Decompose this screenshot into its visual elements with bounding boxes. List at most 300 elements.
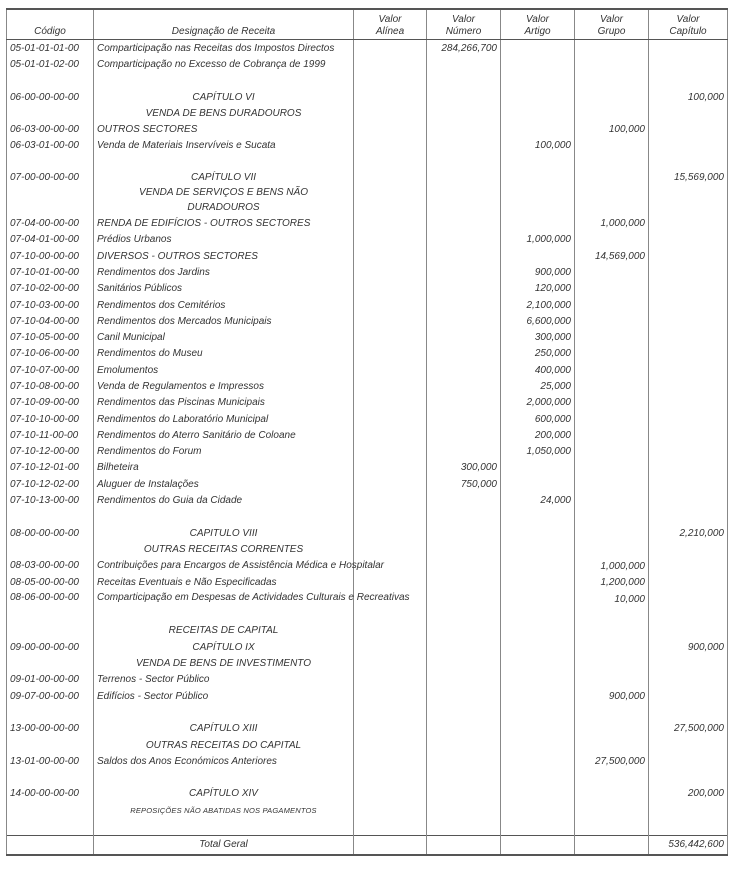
description-cell: Rendimentos dos Cemitérios <box>94 297 354 313</box>
description-cell: Aluguer de Instalações <box>94 476 354 492</box>
value-grupo-cell: 27,500,000 <box>575 753 649 769</box>
header-codigo: Código <box>7 9 94 40</box>
value-numero-cell <box>427 590 501 606</box>
description-cell: VENDA DE BENS DURADOUROS <box>94 105 354 121</box>
chapter-row <box>7 721 728 737</box>
value-grupo-cell <box>575 313 649 329</box>
value-grupo-cell: 100,000 <box>575 121 649 137</box>
value-grupo-cell <box>575 40 649 57</box>
value-artigo-cell <box>501 558 575 574</box>
total-row <box>7 835 728 855</box>
value-numero-cell <box>427 737 501 753</box>
value-alinea-cell <box>354 313 427 329</box>
value-numero-cell <box>427 607 501 623</box>
table-row <box>7 281 728 297</box>
value-grupo-cell <box>575 170 649 215</box>
code-cell <box>7 73 94 89</box>
value-numero-cell <box>427 672 501 688</box>
value-capitulo-cell: 27,500,000 <box>649 721 728 737</box>
description-cell: Prédios Urbanos <box>94 232 354 248</box>
table-row <box>7 590 728 606</box>
description-cell: VENDA DE BENS DE INVESTIMENTO <box>94 655 354 671</box>
value-grupo-cell <box>575 769 649 785</box>
value-alinea-cell <box>354 444 427 460</box>
value-numero-cell <box>427 362 501 378</box>
value-grupo-cell <box>575 525 649 541</box>
value-artigo-cell <box>501 121 575 137</box>
value-grupo-cell <box>575 541 649 557</box>
value-alinea-cell <box>354 297 427 313</box>
table-row <box>7 558 728 574</box>
description-cell: OUTROS SECTORES <box>94 121 354 137</box>
value-artigo-cell <box>501 769 575 785</box>
value-alinea-cell <box>354 170 427 215</box>
value-capitulo-cell <box>649 509 728 525</box>
description-cell: Terrenos - Sector Público <box>94 672 354 688</box>
value-artigo-cell <box>501 525 575 541</box>
description-cell: CAPÍTULO VI <box>94 89 354 105</box>
description-cell <box>94 154 354 170</box>
code-cell: 07-10-12-00-00 <box>7 444 94 460</box>
value-numero-cell <box>427 378 501 394</box>
description-cell: CAPÍTULO XIV <box>94 786 354 802</box>
value-artigo-cell <box>501 170 575 215</box>
value-capitulo-cell <box>649 73 728 89</box>
value-artigo-cell: 600,000 <box>501 411 575 427</box>
value-grupo-cell <box>575 672 649 688</box>
value-artigo-cell <box>501 786 575 802</box>
value-alinea-cell <box>354 395 427 411</box>
total-label: Total Geral <box>94 835 354 855</box>
value-capitulo-cell <box>649 138 728 154</box>
code-cell: 08-06-00-00-00 <box>7 590 94 606</box>
value-grupo-cell <box>575 138 649 154</box>
description-cell: CAPITULO VIII <box>94 525 354 541</box>
value-grupo-cell: 1,000,000 <box>575 215 649 231</box>
value-numero-cell <box>427 297 501 313</box>
value-capitulo-cell <box>649 802 728 818</box>
value-artigo-cell <box>501 574 575 590</box>
value-alinea-cell <box>354 818 427 835</box>
code-cell <box>7 154 94 170</box>
value-capitulo-cell <box>649 590 728 606</box>
value-grupo-cell <box>575 362 649 378</box>
code-cell: 09-01-00-00-00 <box>7 672 94 688</box>
description-cell: CAPÍTULO VII VENDA DE SERVIÇOS E BENS NÃO DURADOUROS <box>94 170 354 215</box>
value-alinea-cell <box>354 121 427 137</box>
value-alinea-cell <box>354 264 427 280</box>
value-artigo-cell <box>501 89 575 105</box>
value-grupo-cell <box>575 655 649 671</box>
value-artigo-cell <box>501 737 575 753</box>
table-row <box>7 40 728 57</box>
value-grupo-cell <box>575 737 649 753</box>
code-cell: 06-03-01-00-00 <box>7 138 94 154</box>
code-cell: 07-04-00-00-00 <box>7 215 94 231</box>
value-alinea-cell <box>354 688 427 704</box>
value-alinea-cell <box>354 721 427 737</box>
value-capitulo-cell <box>649 297 728 313</box>
value-capitulo-cell <box>649 541 728 557</box>
code-cell <box>7 509 94 525</box>
code-cell <box>7 655 94 671</box>
value-grupo-cell <box>575 329 649 345</box>
value-capitulo-cell: 100,000 <box>649 89 728 105</box>
code-cell <box>7 541 94 557</box>
table-row <box>7 264 728 280</box>
value-grupo-cell <box>575 607 649 623</box>
value-alinea-cell <box>354 492 427 508</box>
value-alinea-cell <box>354 574 427 590</box>
value-grupo-cell <box>575 704 649 720</box>
value-artigo-cell: 900,000 <box>501 264 575 280</box>
value-capitulo-cell <box>649 215 728 231</box>
table-row <box>7 444 728 460</box>
value-capitulo-cell: 900,000 <box>649 639 728 655</box>
value-numero-cell <box>427 56 501 72</box>
table-row <box>7 492 728 508</box>
spacer-row <box>7 704 728 720</box>
value-capitulo-cell: 15,569,000 <box>649 170 728 215</box>
value-artigo-cell <box>501 802 575 818</box>
value-numero-cell <box>427 704 501 720</box>
value-grupo-cell <box>575 411 649 427</box>
description-cell <box>94 509 354 525</box>
table-row <box>7 427 728 443</box>
value-grupo-cell: 1,200,000 <box>575 574 649 590</box>
value-capitulo-cell <box>649 248 728 264</box>
value-numero-cell <box>427 558 501 574</box>
value-capitulo-cell <box>649 704 728 720</box>
value-alinea-cell <box>354 607 427 623</box>
value-artigo-cell <box>501 541 575 557</box>
code-cell <box>7 105 94 121</box>
value-artigo-cell: 2,100,000 <box>501 297 575 313</box>
value-capitulo-cell <box>649 362 728 378</box>
code-cell: 07-00-00-00-00 <box>7 170 94 215</box>
value-numero-cell <box>427 215 501 231</box>
code-cell: 14-00-00-00-00 <box>7 786 94 802</box>
description-cell: RENDA DE EDIFÍCIOS - OUTROS SECTORES <box>94 215 354 231</box>
header-designacao: Designação de Receita <box>94 9 354 40</box>
code-cell: 07-10-13-00-00 <box>7 492 94 508</box>
value-numero-cell <box>427 818 501 835</box>
value-capitulo-cell <box>649 769 728 785</box>
code-cell <box>7 737 94 753</box>
value-alinea-cell <box>354 476 427 492</box>
table-row <box>7 248 728 264</box>
value-artigo-cell <box>501 248 575 264</box>
value-numero-cell <box>427 329 501 345</box>
description-cell: Rendimentos dos Mercados Municipais <box>94 313 354 329</box>
value-alinea-cell <box>354 362 427 378</box>
value-capitulo-cell <box>649 329 728 345</box>
value-capitulo-cell <box>649 558 728 574</box>
code-cell: 09-00-00-00-00 <box>7 639 94 655</box>
value-artigo-cell <box>501 753 575 769</box>
code-cell: 07-10-08-00-00 <box>7 378 94 394</box>
value-alinea-cell <box>354 704 427 720</box>
table-row <box>7 215 728 231</box>
value-capitulo-cell <box>649 574 728 590</box>
description-cell: OUTRAS RECEITAS CORRENTES <box>94 541 354 557</box>
code-cell: 07-10-01-00-00 <box>7 264 94 280</box>
code-cell: 05-01-01-02-00 <box>7 56 94 72</box>
value-numero-cell <box>427 281 501 297</box>
value-numero-cell: 284,266,700 <box>427 40 501 57</box>
header-capitulo: Valor Capítulo <box>649 9 728 40</box>
value-alinea-cell <box>354 329 427 345</box>
description-cell: Venda de Regulamentos e Impressos <box>94 378 354 394</box>
table-row <box>7 297 728 313</box>
value-numero-cell <box>427 525 501 541</box>
value-artigo-cell: 24,000 <box>501 492 575 508</box>
value-artigo-cell <box>501 655 575 671</box>
description-cell: Bilheteira <box>94 460 354 476</box>
table-row <box>7 378 728 394</box>
value-capitulo-cell: 200,000 <box>649 786 728 802</box>
description-cell: CAPÍTULO XIII <box>94 721 354 737</box>
chapter-row <box>7 737 728 753</box>
value-alinea-cell <box>354 411 427 427</box>
code-cell: 05-01-01-01-00 <box>7 40 94 57</box>
code-cell: 07-10-03-00-00 <box>7 297 94 313</box>
code-cell <box>7 623 94 639</box>
value-grupo-cell <box>575 89 649 105</box>
description-cell: Rendimentos dos Jardins <box>94 264 354 280</box>
value-alinea-cell <box>354 89 427 105</box>
value-numero-cell <box>427 769 501 785</box>
value-grupo-cell: 900,000 <box>575 688 649 704</box>
value-artigo-cell <box>501 590 575 606</box>
code-cell: 07-10-00-00-00 <box>7 248 94 264</box>
code-cell: 08-00-00-00-00 <box>7 525 94 541</box>
revenue-table <box>6 8 728 856</box>
value-grupo-cell <box>575 623 649 639</box>
description-cell: Receitas Eventuais e Não Especificadas <box>94 574 354 590</box>
description-cell: Edifícios - Sector Público <box>94 688 354 704</box>
value-artigo-cell: 100,000 <box>501 138 575 154</box>
value-alinea-cell <box>354 346 427 362</box>
description-cell: Emolumentos <box>94 362 354 378</box>
value-artigo-cell <box>501 56 575 72</box>
value-grupo-cell <box>575 427 649 443</box>
value-grupo-cell <box>575 492 649 508</box>
value-grupo-cell <box>575 786 649 802</box>
value-numero-cell <box>427 105 501 121</box>
description-cell: Rendimentos do Museu <box>94 346 354 362</box>
value-capitulo-cell <box>649 607 728 623</box>
value-grupo-cell <box>575 509 649 525</box>
value-grupo-cell <box>575 818 649 835</box>
code-cell: 07-04-01-00-00 <box>7 232 94 248</box>
code-cell: 06-03-00-00-00 <box>7 121 94 137</box>
value-numero-cell <box>427 655 501 671</box>
value-artigo-cell <box>501 607 575 623</box>
description-cell: Rendimentos do Laboratório Municipal <box>94 411 354 427</box>
table-row <box>7 574 728 590</box>
value-numero-cell <box>427 427 501 443</box>
table-row <box>7 460 728 476</box>
value-artigo-cell <box>501 623 575 639</box>
value-alinea-cell <box>354 40 427 57</box>
value-artigo-cell: 25,000 <box>501 378 575 394</box>
value-artigo-cell <box>501 215 575 231</box>
description-cell: Saldos dos Anos Económicos Anteriores <box>94 753 354 769</box>
table-row <box>7 346 728 362</box>
value-artigo-cell: 6,600,000 <box>501 313 575 329</box>
value-capitulo-cell <box>649 40 728 57</box>
description-cell: Venda de Materiais Inservíveis e Sucata <box>94 138 354 154</box>
value-alinea-cell <box>354 655 427 671</box>
value-numero-cell <box>427 721 501 737</box>
description-cell: REPOSIÇÕES NÃO ABATIDAS NOS PAGAMENTOS <box>94 802 354 818</box>
value-numero-cell <box>427 232 501 248</box>
value-grupo-cell: 1,000,000 <box>575 558 649 574</box>
code-cell <box>7 802 94 818</box>
value-grupo-cell <box>575 154 649 170</box>
value-numero-cell <box>427 753 501 769</box>
total-value: 536,442,600 <box>649 835 728 855</box>
code-cell: 07-10-02-00-00 <box>7 281 94 297</box>
value-grupo-cell <box>575 639 649 655</box>
table-row <box>7 313 728 329</box>
value-artigo-cell: 1,000,000 <box>501 232 575 248</box>
value-alinea-cell <box>354 753 427 769</box>
value-capitulo-cell <box>649 395 728 411</box>
spacer-row <box>7 509 728 525</box>
table-row <box>7 362 728 378</box>
code-cell: 08-05-00-00-00 <box>7 574 94 590</box>
value-alinea-cell <box>354 525 427 541</box>
description-cell: Rendimentos do Aterro Sanitário de Coloane <box>94 427 354 443</box>
spacer-row <box>7 769 728 785</box>
value-numero-cell <box>427 623 501 639</box>
chapter-row <box>7 802 728 818</box>
value-artigo-cell <box>501 688 575 704</box>
value-artigo-cell <box>501 672 575 688</box>
header-grupo: Valor Grupo <box>575 9 649 40</box>
value-capitulo-cell <box>649 492 728 508</box>
chapter-row <box>7 639 728 655</box>
value-alinea-cell <box>354 623 427 639</box>
code-cell: 07-10-12-02-00 <box>7 476 94 492</box>
code-cell: 07-10-11-00-00 <box>7 427 94 443</box>
value-capitulo-cell <box>649 476 728 492</box>
description-cell <box>94 704 354 720</box>
value-numero-cell <box>427 639 501 655</box>
value-grupo-cell <box>575 105 649 121</box>
value-artigo-cell <box>501 818 575 835</box>
description-cell: CAPÍTULO IX <box>94 639 354 655</box>
value-capitulo-cell <box>649 232 728 248</box>
value-capitulo-cell <box>649 818 728 835</box>
code-cell <box>7 818 94 835</box>
value-capitulo-cell: 2,210,000 <box>649 525 728 541</box>
value-grupo-cell <box>575 297 649 313</box>
value-grupo-cell <box>575 346 649 362</box>
value-numero-cell <box>427 73 501 89</box>
value-capitulo-cell <box>649 154 728 170</box>
header-artigo: Valor Artigo <box>501 9 575 40</box>
code-cell: 09-07-00-00-00 <box>7 688 94 704</box>
description-cell: RECEITAS DE CAPITAL <box>94 623 354 639</box>
value-capitulo-cell <box>649 444 728 460</box>
value-grupo-cell <box>575 378 649 394</box>
description-cell: Sanitários Públicos <box>94 281 354 297</box>
chapter-row <box>7 105 728 121</box>
value-numero-cell <box>427 786 501 802</box>
value-capitulo-cell <box>649 281 728 297</box>
value-alinea-cell <box>354 460 427 476</box>
table-row <box>7 138 728 154</box>
header-row <box>7 9 728 40</box>
value-numero-cell <box>427 264 501 280</box>
value-alinea-cell <box>354 281 427 297</box>
spacer-row <box>7 818 728 835</box>
chapter-row <box>7 170 728 215</box>
value-alinea-cell <box>354 786 427 802</box>
value-numero-cell <box>427 395 501 411</box>
code-cell: 07-10-06-00-00 <box>7 346 94 362</box>
value-numero-cell <box>427 688 501 704</box>
value-alinea-cell <box>354 378 427 394</box>
value-grupo-cell <box>575 73 649 89</box>
value-capitulo-cell <box>649 378 728 394</box>
value-numero-cell <box>427 89 501 105</box>
value-alinea-cell <box>354 105 427 121</box>
code-cell: 13-01-00-00-00 <box>7 753 94 769</box>
value-capitulo-cell <box>649 105 728 121</box>
value-artigo-cell: 250,000 <box>501 346 575 362</box>
table-row <box>7 476 728 492</box>
value-capitulo-cell <box>649 688 728 704</box>
value-numero-cell <box>427 411 501 427</box>
value-capitulo-cell <box>649 460 728 476</box>
value-artigo-cell <box>501 639 575 655</box>
value-alinea-cell <box>354 56 427 72</box>
table-row <box>7 688 728 704</box>
value-capitulo-cell <box>649 264 728 280</box>
value-numero-cell <box>427 170 501 215</box>
code-cell <box>7 704 94 720</box>
value-numero-cell <box>427 541 501 557</box>
chapter-row <box>7 786 728 802</box>
value-artigo-cell <box>501 704 575 720</box>
value-grupo-cell: 14,569,000 <box>575 248 649 264</box>
table-row <box>7 672 728 688</box>
value-alinea-cell <box>354 672 427 688</box>
value-artigo-cell <box>501 721 575 737</box>
value-grupo-cell <box>575 56 649 72</box>
value-numero-cell <box>427 138 501 154</box>
value-artigo-cell <box>501 154 575 170</box>
description-cell: Comparticipação em Despesas de Actividades Culturais e Recreativas <box>94 590 354 606</box>
spacer-row <box>7 73 728 89</box>
code-cell: 07-10-10-00-00 <box>7 411 94 427</box>
chapter-row <box>7 541 728 557</box>
description-cell: Comparticipação no Excesso de Cobrança de 1999 <box>94 56 354 72</box>
value-artigo-cell <box>501 73 575 89</box>
value-grupo-cell: 10,000 <box>575 590 649 606</box>
value-grupo-cell <box>575 721 649 737</box>
description-cell: Rendimentos do Guia da Cidade <box>94 492 354 508</box>
value-numero-cell <box>427 313 501 329</box>
value-alinea-cell <box>354 427 427 443</box>
value-grupo-cell <box>575 395 649 411</box>
value-artigo-cell: 200,000 <box>501 427 575 443</box>
value-capitulo-cell <box>649 655 728 671</box>
